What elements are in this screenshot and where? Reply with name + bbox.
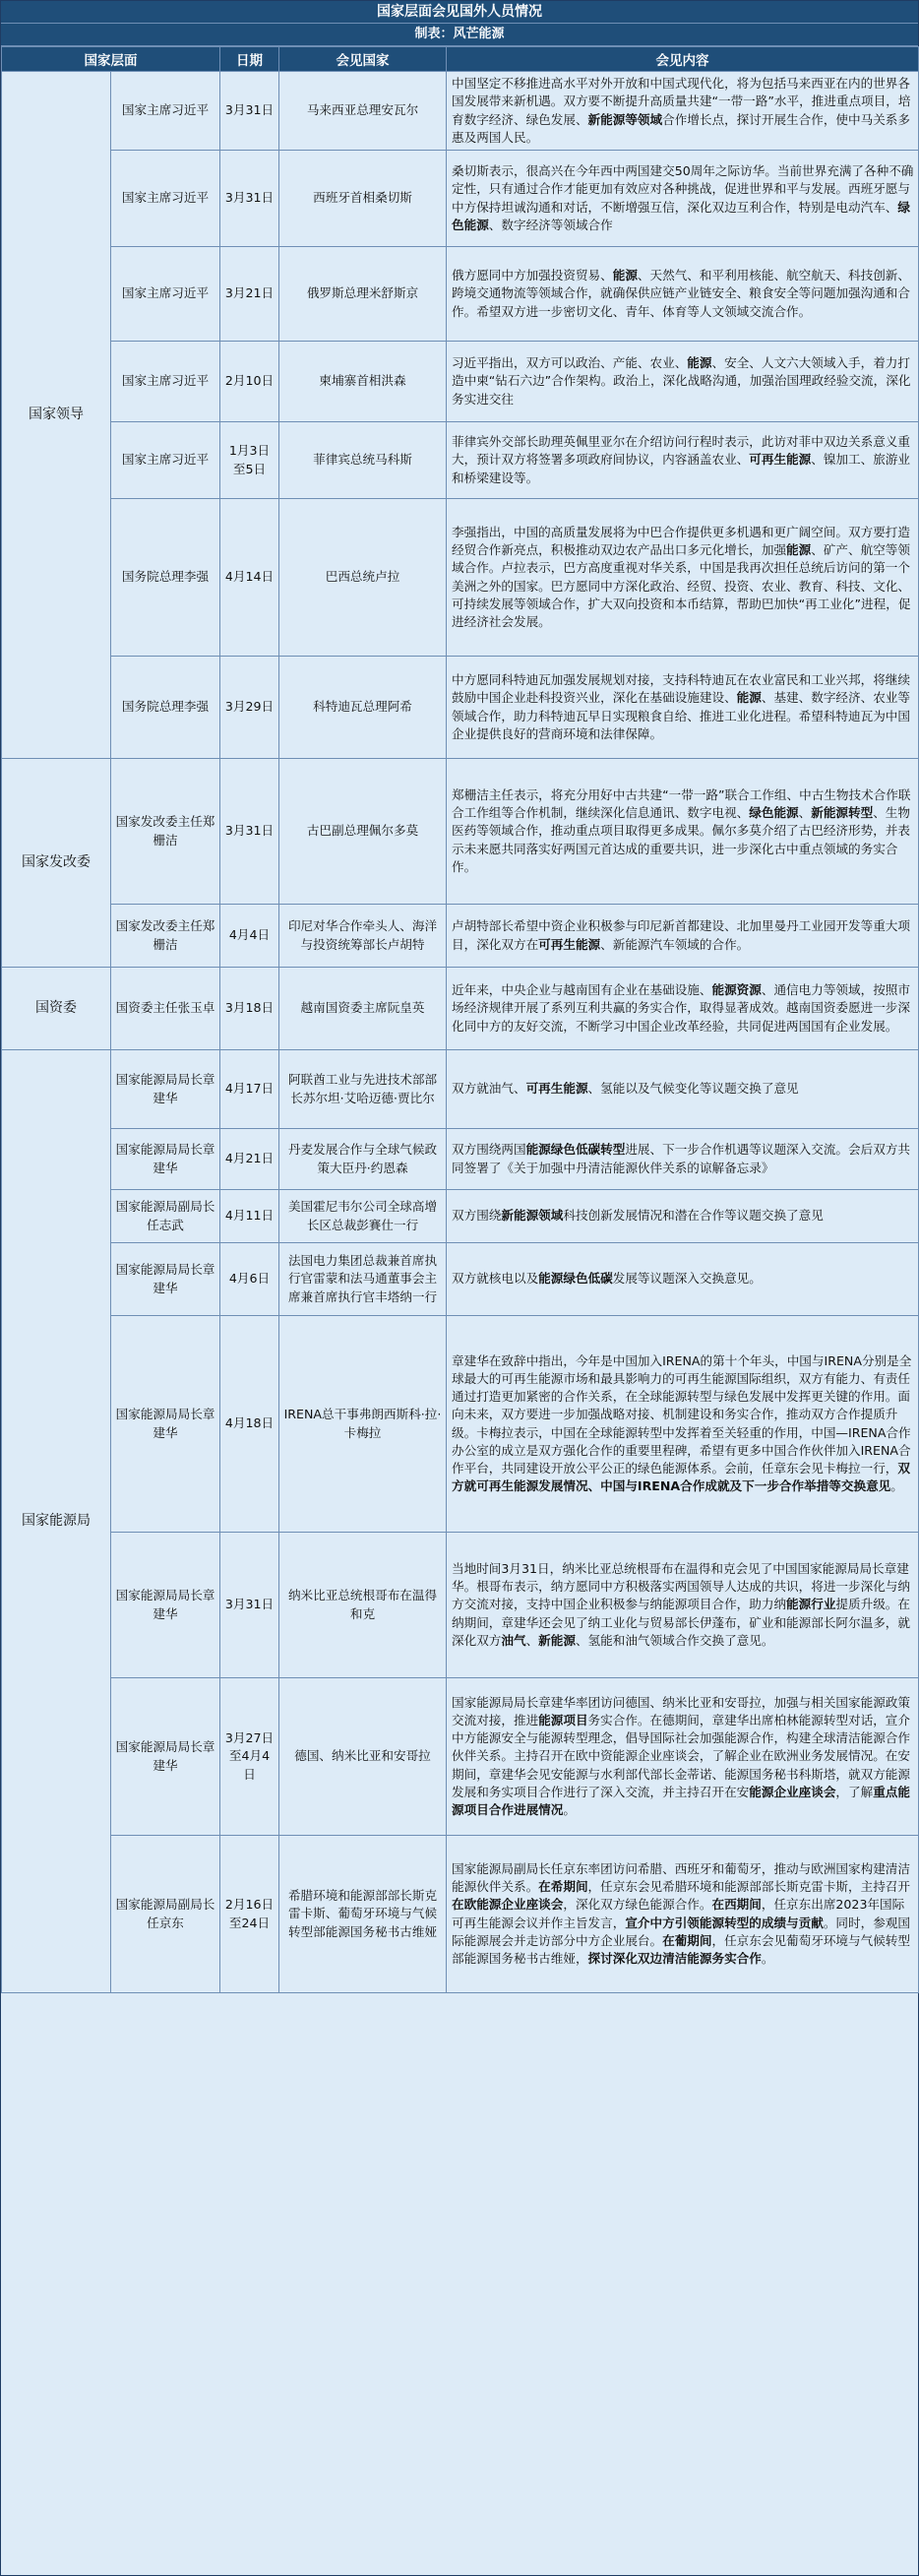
category-cell: 国家发改委	[2, 759, 111, 968]
highlight-text: 在希期间	[538, 1879, 588, 1894]
highlight-text: 可再生能源	[749, 452, 812, 468]
table-body	[2, 72, 919, 1993]
sheet-subtitle: 制表：风芒能源	[1, 24, 918, 46]
highlight-text: 可再生能源	[525, 1081, 588, 1097]
table-row	[2, 422, 919, 499]
highlight-text: 油气	[501, 1632, 526, 1648]
date-cell: 4月21日	[220, 1129, 279, 1190]
content-text: 章建华在致辞中指出，今年是中国加入IRENA的第十个年头，中国与IRENA分别是全球最大的可再生能源市场和最具影响力的可再生能源国际组织，双方有能力、有责任通过打造更加紧密的合作关系，在全球能源转型与绿色发展中发挥更关键的作用。面向未来，双方要进一步加强战略对接、机制建设和务实合作，推动双方合作提质升级。卡梅拉表示，中国在全球能源转型中发挥着至关轻重的作用，中国—IRENA合作办公室的成立是双方强化合作的重要里程碑，希望有更多中国合作伙伴加入IRENA合作平台，共同建设开放公平公正的绿色能源体系。会前，任章东会见卡梅拉一行，	[452, 1352, 912, 1476]
date-cell: 3月31日	[220, 759, 279, 905]
content-cell	[447, 72, 919, 151]
content-cell	[447, 1836, 919, 1993]
content-text: 习近平指出，双方可以政治、产能、农业、	[452, 355, 688, 371]
highlight-text: 探讨深化双边清洁能源务实合作	[587, 1951, 762, 1966]
table-row	[2, 1836, 919, 1993]
highlight-text: 绿色能源	[749, 805, 799, 821]
content-text: 当地时间3月31日，纳米比亚总统根哥布在温得和克会见了中国国家能源局局长章建华。根哥布表示，纳方愿同中方积极落实两国领导人达成的共识，将进一步深化与纳方交流对接，支持中国企业积极参与纳能源项目合作，助力纳	[452, 1560, 910, 1612]
content-text: 合作增长点，探讨开展生合作，使中马关系多惠及两国人民。	[452, 111, 910, 145]
content-text: 、矿产、航空等领域合作。卢拉表示，巴方高度重视对华关系，中国是我再次担任总统后访问的第一个美洲之外的国家。巴方愿同中方深化政治、经贸、投资、农业、教育、科技、文化、可持续发展等领域合作，扩大双向投资和本币结算，帮助巴加快“再工业化”进程，促进经济社会发展。	[452, 542, 911, 629]
highlight-text: 能源项目	[538, 1712, 588, 1728]
category-cell: 国家领导	[2, 72, 111, 759]
highlight-text: 新能源	[538, 1632, 576, 1648]
person-cell: 国家能源局局长章建华	[111, 1050, 220, 1129]
person-cell: 国家发改委主任郑栅洁	[111, 905, 220, 968]
highlight-text: 能源资源	[711, 982, 762, 998]
person-cell: 国家能源局副局长任京东	[111, 1836, 220, 1993]
country-cell: 德国、纳米比亚和安哥拉	[279, 1678, 447, 1836]
content-text: ，任京东会见希腊环境和能源部部长斯克雷卡斯，主持召开	[587, 1879, 910, 1894]
date-cell: 3月18日	[220, 968, 279, 1050]
date-cell: 4月18日	[220, 1316, 279, 1533]
table-row	[2, 151, 919, 247]
person-cell: 国家发改委主任郑栅洁	[111, 759, 220, 905]
header-country: 会见国家	[279, 47, 447, 72]
content-cell	[447, 1316, 919, 1533]
highlight-text: 能源绿色低碳转型	[525, 1142, 626, 1158]
sheet-title: 国家层面会见国外人员情况	[1, 1, 918, 24]
country-cell: 西班牙首相桑切斯	[279, 151, 447, 247]
content-text: 郑栅洁主任表示，将充分用好中古共建“一带一路”联合工作组、中古生物技术合作联合工作组等合作机制，继续深化信息通讯、数字电视、	[452, 786, 911, 821]
person-cell: 国家能源局副局长任志武	[111, 1190, 220, 1243]
country-cell: 丹麦发展合作与全球气候政策大臣丹·约恩森	[279, 1129, 447, 1190]
person-cell: 国家主席习近平	[111, 247, 220, 342]
table-row	[2, 342, 919, 422]
content-text: 国家能源局局长章建华率团访问德国、纳米比亚和安哥拉，加强与相关国家能源政策交流对接，推进	[452, 1694, 910, 1728]
header-content: 会见内容	[447, 47, 919, 72]
table-row	[2, 1678, 919, 1836]
content-text: 双方围绕两国	[452, 1142, 526, 1158]
highlight-text: 新能源等领域	[587, 111, 663, 127]
country-cell: 古巴副总理佩尔多莫	[279, 759, 447, 905]
content-text: 。	[761, 1951, 774, 1966]
content-text: 桑切斯表示，很高兴在今年西中两国建交50周年之际访华。当前世界充满了各种不确定性，只有通过合作才能更加有效应对各种挑战，促进世界和平与发展。西班牙愿与中方保持坦诚沟通和对话，不断增强互信，深化双边互利合作，特别是电动汽车、	[452, 163, 914, 215]
highlight-text: 能源	[786, 542, 812, 557]
country-cell: 菲律宾总统马科斯	[279, 422, 447, 499]
content-text: 发展等议题深入交换意见。	[612, 1271, 762, 1287]
country-cell: 巴西总统卢拉	[279, 499, 447, 657]
highlight-text: 绿色能源	[452, 199, 910, 232]
content-text: 进展、下一步合作机遇等议题深入交流。会后双方共同签署了《关于加强中丹清洁能源伙伴关系的谅解备忘录》	[452, 1142, 910, 1175]
content-text: 菲律宾外交部长助理英佩里亚尔在介绍访问行程时表示，此访对菲中双边关系意义重大，预计双方将签署多项政府间协议，内容涵盖农业、	[452, 434, 910, 468]
date-cell: 2月10日	[220, 342, 279, 422]
content-cell	[447, 905, 919, 968]
country-cell: 法国电力集团总裁兼首席执行官雷蒙和法马通董事会主席兼首席执行官丰塔纳一行	[279, 1243, 447, 1316]
date-cell: 3月31日	[220, 72, 279, 151]
content-text: 。	[890, 1478, 903, 1494]
content-cell	[447, 968, 919, 1050]
content-cell	[447, 422, 919, 499]
content-text: ，了解	[835, 1784, 874, 1799]
table-row	[2, 1190, 919, 1243]
content-text: 中方愿同科特迪瓦加强发展规划对接，支持科特迪瓦在农业富民和工业兴邦，将继续鼓励中国企业赴科投资兴业，深化在基础设施建设、	[452, 672, 910, 706]
table-row	[2, 1050, 919, 1129]
date-cell: 1月3日至5日	[220, 422, 279, 499]
content-text: ，任京东出席2023年国际可再生能源会议并作主旨发言，	[452, 1897, 905, 1930]
content-cell	[447, 657, 919, 759]
content-cell	[447, 759, 919, 905]
header-level: 国家层面	[2, 47, 220, 72]
highlight-text: 在葡期间	[662, 1932, 712, 1948]
content-cell	[447, 1533, 919, 1678]
highlight-text: 能源行业	[786, 1597, 836, 1612]
content-text: 李强指出，中国的高质量发展将为中巴合作提供更多机遇和更广阔空间。双方要打造经贸合作新亮点，积极推动双边农产品出口多元化增长，加强	[452, 524, 910, 557]
highlight-text: 可再生能源	[538, 936, 601, 952]
country-cell: 越南国资委主席阮皇英	[279, 968, 447, 1050]
date-cell: 3月29日	[220, 657, 279, 759]
content-cell	[447, 342, 919, 422]
person-cell: 国家主席习近平	[111, 151, 220, 247]
content-text: 卢胡特部长希望中资企业积极参与印尼新首都建设、北加里曼丹工业园开发等重大项目，深化双方在	[452, 918, 910, 952]
date-cell: 4月11日	[220, 1190, 279, 1243]
content-text: 、基建、数字经济、农业等领域合作，助力科特迪瓦早日实现粮食自给、推进工业化进程。希望科特迪瓦为中国企业提供良好的营商环境和法律保障。	[452, 690, 910, 741]
content-text: 双方就核电以及	[452, 1271, 539, 1287]
date-cell: 3月21日	[220, 247, 279, 342]
content-cell	[447, 151, 919, 247]
person-cell: 国资委主任张玉卓	[111, 968, 220, 1050]
category-cell: 国资委	[2, 968, 111, 1050]
highlight-text: 能源企业座谈会	[749, 1784, 836, 1799]
date-cell: 4月6日	[220, 1243, 279, 1316]
content-text: 。	[563, 1802, 576, 1818]
content-text: 、氢能和油气领域合作交换了意见。	[575, 1632, 774, 1648]
date-cell: 4月17日	[220, 1050, 279, 1129]
content-text: 。同时，参观国际能源展会并走访部分中方企业展台。	[452, 1915, 910, 1948]
content-text: 、新能源汽车领域的合作。	[600, 936, 750, 952]
content-text: 、生物医药等领域合作，推动重点项目取得更多成果。佩尔多莫介绍了古巴经济形势，并表示未来愿共同落实好两国元首达成的重要共识，进一步深化古中重点领域的务实合作。	[452, 805, 910, 874]
content-cell	[447, 499, 919, 657]
table-row	[2, 499, 919, 657]
content-text: 俄方愿同中方加强投资贸易、	[452, 268, 613, 283]
content-text: 近年来，中央企业与越南国有企业在基础设施、	[452, 982, 712, 998]
date-cell: 3月31日	[220, 1533, 279, 1678]
content-text: 、	[798, 805, 812, 821]
table-row	[2, 1243, 919, 1316]
content-text: 双方就油气、	[452, 1081, 526, 1097]
country-cell: 马来西亚总理安瓦尔	[279, 72, 447, 151]
date-cell: 4月14日	[220, 499, 279, 657]
person-cell: 国家能源局局长章建华	[111, 1533, 220, 1678]
table-row	[2, 657, 919, 759]
highlight-text: 新能源领域	[501, 1208, 564, 1224]
table-row	[2, 968, 919, 1050]
date-cell: 3月31日	[220, 151, 279, 247]
highlight-text: 在西期间	[711, 1897, 762, 1913]
header-row	[2, 47, 919, 72]
meeting-table	[1, 46, 919, 1993]
content-text: 、天然气、和平利用核能、航空航天、科技创新、跨境交通物流等领域合作，就确保供应链产业链安全、粮食安全等问题加强沟通和合作。希望双方进一步密切文化、青年、体育等人文领域交流合作。	[452, 268, 910, 319]
person-cell: 国家能源局局长章建华	[111, 1316, 220, 1533]
content-text: 、安全、人文六大领域入手，着力打造中柬“钻石六边”合作架构。政治上，深化战略沟通，加强治国理政经验交流，深化务实进交往	[452, 355, 911, 407]
date-cell: 2月16日至24日	[220, 1836, 279, 1993]
country-cell: 纳米比亚总统根哥布在温得和克	[279, 1533, 447, 1678]
country-cell: 阿联酋工业与先进技术部部长苏尔坦·艾哈迈德·贾比尔	[279, 1050, 447, 1129]
person-cell: 国家能源局局长章建华	[111, 1129, 220, 1190]
date-cell: 4月4日	[220, 905, 279, 968]
content-text: 、通信电力等领域，按照市场经济规律开展了系列互利共赢的务实合作，取得显著成效。越南国资委愿进一步深化同中方的友好交流，不断学习中国企业改革经验，共同促进两国国有企业发展。	[452, 982, 910, 1034]
highlight-text: 双方就可再生能源发展情况、中国与IRENA合作成就及下一步合作举措等交换意见	[452, 1461, 910, 1494]
content-text: 双方围绕	[452, 1208, 502, 1224]
person-cell: 国家主席习近平	[111, 72, 220, 151]
highlight-text: 新能源转型	[811, 805, 874, 821]
content-cell	[447, 1678, 919, 1836]
person-cell: 国家主席习近平	[111, 342, 220, 422]
table-row	[2, 72, 919, 151]
person-cell: 国务院总理李强	[111, 499, 220, 657]
table-row	[2, 1316, 919, 1533]
highlight-text: 能源	[736, 690, 762, 706]
country-cell: 美国霍尼韦尔公司全球高增长区总裁彭賽仕一行	[279, 1190, 447, 1243]
content-cell	[447, 1243, 919, 1316]
person-cell: 国家主席习近平	[111, 422, 220, 499]
content-text: 中国坚定不移推进高水平对外开放和中国式现代化，将为包括马来西亚在内的世界各国发展带来新机遇。双方要不断提升高质量共建“一带一路”水平，推进重点项目，培育数字经济、绿色发展、	[452, 76, 911, 127]
header-date: 日期	[220, 47, 279, 72]
content-text: 务实合作。在德期间，章建华出席柏林能源转型对话，宣介中方能源安全与能源转型理念，倡导国际社会加强能源合作，构建全球清洁能源合作伙伴关系。主持召开在欧中资能源企业座谈会，了解企业在欧洲业务发展情况。在安期间，章建华会见安能源与水利部代部长金蒂诺、能源国务秘书科斯塔，就双方能源发展和务实项目合作进行了深入交流，并主持召开在安	[452, 1712, 910, 1799]
country-cell: 俄罗斯总理米舒斯京	[279, 247, 447, 342]
highlight-text: 在欧能源企业座谈会	[452, 1897, 564, 1913]
category-cell: 国家能源局	[2, 1050, 111, 1993]
content-text: 、数字经济等领域合作	[488, 217, 613, 232]
country-cell: 科特迪瓦总理阿希	[279, 657, 447, 759]
content-text: 提质升级。在纳期间，章建华还会见了纳工业化与贸易部长伊蓬布，矿业和能源部长阿尔温多，就深化双方	[452, 1597, 910, 1648]
highlight-text: 能源	[612, 268, 638, 283]
content-text: 国家能源局副局长任京东率团访问希腊、西班牙和葡萄牙，推动与欧洲国家构建清洁能源伙伴关系。	[452, 1860, 910, 1894]
country-cell: IRENA总干事弗朗西斯科·拉·卡梅拉	[279, 1316, 447, 1533]
content-text: 、镍加工、旅游业和桥梁建设等。	[452, 452, 910, 485]
highlight-text: 能源绿色低碳	[538, 1271, 613, 1287]
content-text: 、	[525, 1632, 539, 1648]
content-text: 科技创新发展情况和潜在合作等议题交换了意见	[563, 1208, 824, 1224]
country-cell: 希腊环境和能源部部长斯克雷卡斯、葡萄牙环境与气候转型部能源国务秘书古维娅	[279, 1836, 447, 1993]
table-row	[2, 759, 919, 905]
highlight-text: 宣介中方引领能源转型的成绩与贡献	[625, 1915, 824, 1930]
content-cell	[447, 1190, 919, 1243]
table-row	[2, 1533, 919, 1678]
person-cell: 国家能源局局长章建华	[111, 1243, 220, 1316]
content-cell	[447, 1050, 919, 1129]
content-text: 、氢能以及气候变化等议题交换了意见	[587, 1081, 799, 1097]
table-row	[2, 1129, 919, 1190]
content-text: ，深化双方绿色能源合作。	[563, 1897, 712, 1913]
country-cell: 柬埔寨首相洪森	[279, 342, 447, 422]
table-row	[2, 905, 919, 968]
country-cell: 印尼对华合作牵头人、海洋与投资统筹部长卢胡特	[279, 905, 447, 968]
content-cell	[447, 1129, 919, 1190]
person-cell: 国家能源局局长章建华	[111, 1678, 220, 1836]
highlight-text: 能源	[687, 355, 712, 371]
person-cell: 国务院总理李强	[111, 657, 220, 759]
date-cell: 3月27日至4月4日	[220, 1678, 279, 1836]
table-row	[2, 247, 919, 342]
highlight-text: 重点能源项目合作进展情况	[452, 1784, 910, 1818]
content-cell	[447, 247, 919, 342]
content-text: ，任京东会见葡萄牙环境与气候转型部能源国务秘书古维娅，	[452, 1932, 910, 1966]
